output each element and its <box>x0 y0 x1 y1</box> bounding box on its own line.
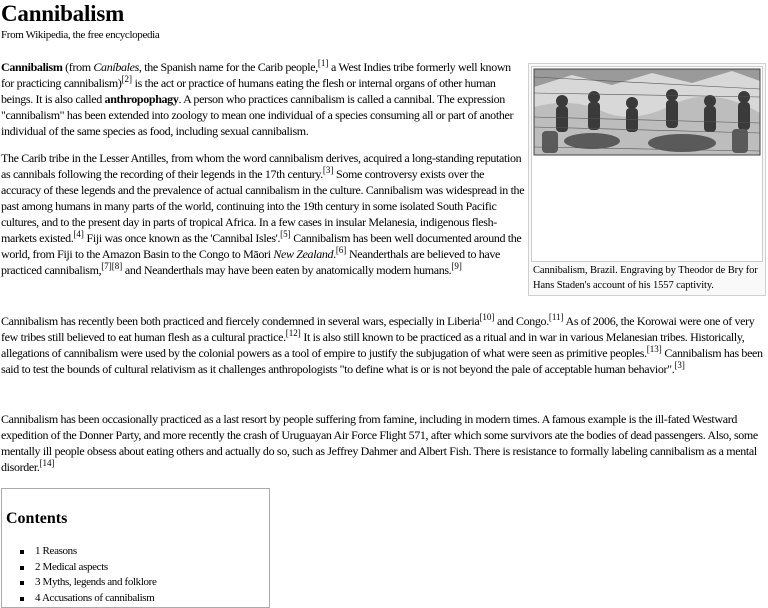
toc-item[interactable] <box>18 544 157 560</box>
p2-text-g: and Neanderthals may have been eaten by anatomically modern humans. <box>122 263 452 277</box>
thumbnail-box <box>528 63 766 296</box>
paragraph-carib <box>1 150 525 278</box>
p2-text-d: Cannibalism has been well documented around the world, from Fiji to the Amazon Basin to the Congo to Māori <box>1 231 522 261</box>
toc-title: Contents <box>6 510 68 527</box>
engraving-illustration <box>532 67 762 261</box>
page-title: Cannibalism <box>1 1 125 26</box>
bold-term: anthropophagy <box>104 92 179 106</box>
p1-text-c: a West Indies tribe formerly well known for practicing cannibalism) <box>1 60 511 90</box>
reference-link[interactable]: [12] <box>285 328 301 338</box>
engraving-image[interactable] <box>531 66 763 262</box>
reference-link[interactable]: [9] <box>451 261 462 271</box>
p1-italic-word: Caníbales <box>93 60 139 74</box>
p3-text-b: and Congo. <box>494 314 549 328</box>
p2-text-e: . <box>333 247 336 261</box>
p4-text-a: Cannibalism has been occasionally practiced as a last resort by people suffering from famine, including in modern times. A famous example is the ill-fated Westward expedition of the Donner Party, and more recently the crash of Uruguayan Air Force Flight 571, after which some survivors ate the bodies of dead passengers. Also, some mentally ill people obsess about eating others and actually do so, such as Jeffrey Dahmer and Albert Fish. There is resistance to formally labeling cannibalism as a mental disorder. <box>1 412 758 474</box>
table-of-contents <box>1 488 270 608</box>
p1-text-d: is the act or practice of humans eating the flesh or internal organs of other human beings. It is also called <box>1 76 496 106</box>
toc-item-link[interactable]: 3 Myths, legends and folklore <box>35 576 157 588</box>
p3-text-d: It is also still known to be practiced as a ritual and in war in various Melanesian tribes. Historically, allegations of cannibalism were used by the colonial powers as a tool of empire to justify the subjugation of what were seen as primitive peoples. <box>1 330 745 360</box>
p3-text-a: Cannibalism has recently been both practiced and fiercely condemned in several wars, especially in Liberia <box>1 314 480 328</box>
p2-text-f: Neanderthals are believed to have practiced cannibalism, <box>1 247 500 277</box>
reference-link[interactable]: [6] <box>335 245 347 255</box>
reference-link[interactable]: [8] <box>111 261 123 271</box>
lead-term: Cannibalism <box>1 60 63 74</box>
p3-text-c: As of 2006, the Korowai were one of very few tribes still believed to eat human flesh as a cultural practice. <box>1 314 755 344</box>
paragraph-wars <box>1 313 768 377</box>
reference-link[interactable]: [2] <box>121 74 132 84</box>
paragraph-famine <box>1 411 768 475</box>
toc-item-link[interactable]: 1 Reasons <box>35 545 77 557</box>
p2-text-c: Fiji was once known as the 'Cannibal Isles'. <box>83 231 281 245</box>
toc-item[interactable] <box>18 575 157 591</box>
reference-link[interactable]: [5] <box>280 229 291 239</box>
reference-link[interactable]: [1] <box>317 58 329 68</box>
toc-item-link[interactable]: 4 Accusations of cannibalism <box>35 591 155 604</box>
reference-link[interactable]: [4] <box>73 229 84 239</box>
paragraph-intro <box>1 59 525 139</box>
p1-text-b: , the Spanish name for the Carib people, <box>138 60 318 74</box>
thumbnail-caption: Cannibalism, Brazil. Engraving by Theodor de Bry for Hans Staden's account of his 1557 captivity. <box>533 265 758 291</box>
p1-text-e: . A person who practices cannibalism is called a cannibal. The expression "cannibalism" has been extended into zoology to mean one individual of a species consuming all or part of another individual of the same species as food, including sexual cannibalism. <box>1 92 514 138</box>
reference-link[interactable]: [3] <box>674 360 685 370</box>
reference-link[interactable]: [3] <box>322 165 334 175</box>
p2-italic-place: New Zealand <box>273 247 334 261</box>
toc-item[interactable] <box>18 591 157 607</box>
p2-text-a: The Carib tribe in the Lesser Antilles, from whom the word cannibalism derives, acquired a long-standing reputation as cannibals following the recording of their legends in the 17th century. <box>1 151 522 181</box>
page-subtitle: From Wikipedia, the free encyclopedia <box>1 29 160 41</box>
toc-item[interactable] <box>18 560 157 576</box>
toc-list <box>18 544 157 606</box>
p3-text-e: Cannibalism has been said to test the bounds of cultural relativism as it challenges anthropologists "to define what is or is not beyond the pale of acceptable human behavior". <box>1 346 763 376</box>
reference-link[interactable]: [13] <box>646 344 662 354</box>
p1-text-a: (from <box>62 60 94 74</box>
toc-item-link[interactable]: 2 Medical aspects <box>35 560 108 573</box>
reference-link[interactable]: [11] <box>548 312 564 322</box>
reference-link[interactable]: [7] <box>101 261 112 271</box>
p2-text-b: Some controversy exists over the accuracy of these legends and the prevalence of actual cannibalism in the culture. Cannibalism was widespread in the past among humans in many parts of the world, continuing into the 19th century in some isolated South Pacific cultures, and to the present day in parts of tropical Africa. In a few cases in insular Melanesia, indigenous flesh-markets existed. <box>1 167 525 245</box>
reference-link[interactable]: [10] <box>479 312 495 322</box>
reference-link[interactable]: [14] <box>39 458 55 468</box>
